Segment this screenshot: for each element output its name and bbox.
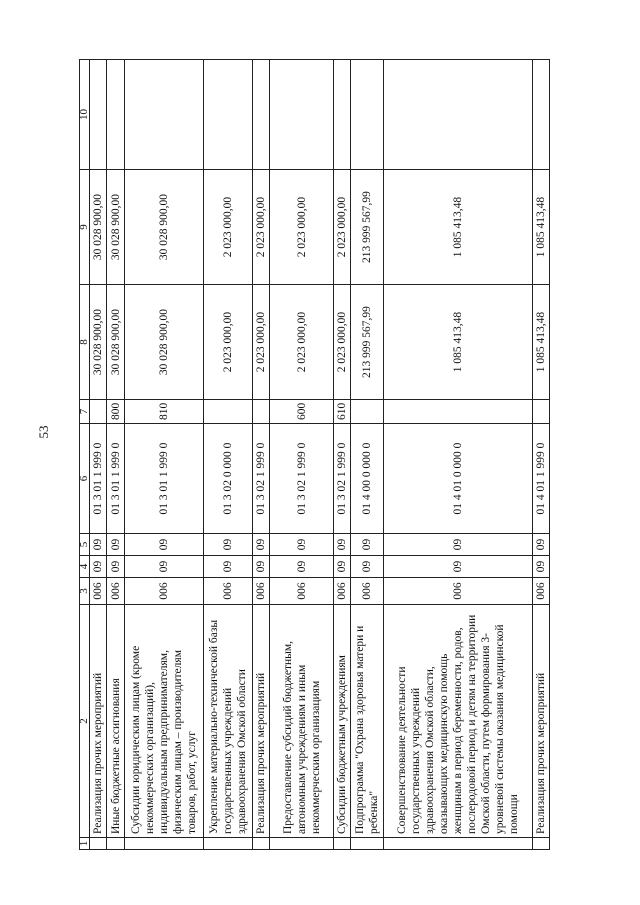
ministry-code-cell: 006 <box>351 578 384 605</box>
expense-type-cell: 600 <box>270 400 334 424</box>
section-code-cell: 09 <box>384 556 533 578</box>
subsection-code-cell: 09 <box>270 534 334 556</box>
col-header-7: 7 <box>80 400 90 424</box>
ministry-code-cell: 006 <box>334 578 351 605</box>
section-code-cell: 09 <box>204 556 253 578</box>
table-row <box>204 60 253 850</box>
row-name-cell: Иные бюджетные ассигнования <box>107 605 125 838</box>
amount-other-cell <box>533 60 550 170</box>
subsection-code-cell: 09 <box>253 534 270 556</box>
row-number-cell <box>204 838 253 850</box>
col-header-4: 4 <box>80 556 90 578</box>
subsection-code-cell: 09 <box>334 534 351 556</box>
column-number-row <box>80 60 90 850</box>
expense-type-cell: 610 <box>334 400 351 424</box>
amount-total-cell: 213 999 567,99 <box>351 285 384 400</box>
table-row <box>351 60 384 850</box>
col-header-6: 6 <box>80 424 90 534</box>
section-code-cell: 09 <box>351 556 384 578</box>
table-row <box>384 60 533 850</box>
amount-federal-cell: 2 023 000,00 <box>334 170 351 285</box>
amount-other-cell <box>107 60 125 170</box>
target-article-cell: 01 4 01 1 999 0 <box>533 424 550 534</box>
subsection-code-cell: 09 <box>125 534 204 556</box>
col-header-2: 2 <box>80 605 90 838</box>
section-code-cell: 09 <box>270 556 334 578</box>
expense-type-cell: 800 <box>107 400 125 424</box>
col-header-5: 5 <box>80 534 90 556</box>
amount-other-cell <box>90 60 107 170</box>
amount-federal-cell: 213 999 567,99 <box>351 170 384 285</box>
table-row <box>270 60 334 850</box>
row-name-cell: Реализация прочих мероприятий <box>253 605 270 838</box>
subsection-code-cell: 09 <box>351 534 384 556</box>
amount-total-cell: 30 028 900,00 <box>90 285 107 400</box>
col-header-3: 3 <box>80 578 90 605</box>
row-number-cell <box>125 838 204 850</box>
table-row <box>125 60 204 850</box>
expense-type-cell <box>384 400 533 424</box>
amount-total-cell: 2 023 000,00 <box>253 285 270 400</box>
amount-total-cell: 2 023 000,00 <box>204 285 253 400</box>
row-name-cell: Предоставление субсидий бюджетным, автономным учреждениям и иным некоммерческим организациям <box>270 605 334 838</box>
amount-federal-cell: 1 085 413,48 <box>384 170 533 285</box>
amount-total-cell: 30 028 900,00 <box>107 285 125 400</box>
target-article-cell: 01 3 01 1 999 0 <box>107 424 125 534</box>
section-code-cell: 09 <box>533 556 550 578</box>
amount-other-cell <box>204 60 253 170</box>
expense-type-cell <box>90 400 107 424</box>
amount-other-cell <box>253 60 270 170</box>
section-code-cell: 09 <box>125 556 204 578</box>
subsection-code-cell: 09 <box>204 534 253 556</box>
row-name-cell: Укрепление материально-технической базы государственных учреждений здравоохранения Омской области <box>204 605 253 838</box>
expense-type-cell <box>204 400 253 424</box>
amount-other-cell <box>351 60 384 170</box>
row-name-cell: Реализация прочих мероприятий <box>533 605 550 838</box>
amount-other-cell <box>125 60 204 170</box>
target-article-cell: 01 3 01 1 999 0 <box>90 424 107 534</box>
expense-type-cell <box>253 400 270 424</box>
amount-total-cell: 1 085 413,48 <box>533 285 550 400</box>
row-name-cell: Совершенствование деятельности государственных учреждений здравоохранения Омской области, оказывающих медицинскую помощь женщинам в период беременности, родов, послеродовой период и детям на территории Омской области, путем формирования 3-уровневой системы оказания медицинской помощи <box>384 605 533 838</box>
amount-federal-cell: 2 023 000,00 <box>270 170 334 285</box>
target-article-cell: 01 3 02 0 000 0 <box>204 424 253 534</box>
row-name-cell: Реализация прочих мероприятий <box>90 605 107 838</box>
row-number-cell <box>334 838 351 850</box>
table-row <box>90 60 107 850</box>
ministry-code-cell: 006 <box>107 578 125 605</box>
amount-total-cell: 2 023 000,00 <box>334 285 351 400</box>
table-row <box>533 60 550 850</box>
ministry-code-cell: 006 <box>90 578 107 605</box>
ministry-code-cell: 006 <box>204 578 253 605</box>
row-number-cell <box>253 838 270 850</box>
amount-federal-cell: 2 023 000,00 <box>204 170 253 285</box>
target-article-cell: 01 3 01 1 999 0 <box>125 424 204 534</box>
row-number-cell <box>107 838 125 850</box>
subsection-code-cell: 09 <box>533 534 550 556</box>
col-header-1: 1 <box>80 838 90 850</box>
col-header-10: 10 <box>80 60 90 170</box>
amount-other-cell <box>384 60 533 170</box>
row-number-cell <box>270 838 334 850</box>
expense-type-cell: 810 <box>125 400 204 424</box>
row-number-cell <box>384 838 533 850</box>
section-code-cell: 09 <box>253 556 270 578</box>
expense-type-cell <box>351 400 384 424</box>
row-name-cell: Субсидии юридическим лицам (кроме некоммерческих организаций), индивидуальным предпринимателям, физическим лицам – производителям товаров, работ, услуг <box>125 605 204 838</box>
table-row <box>334 60 351 850</box>
table-body <box>80 60 550 850</box>
ministry-code-cell: 006 <box>270 578 334 605</box>
amount-total-cell: 30 028 900,00 <box>125 285 204 400</box>
amount-federal-cell: 30 028 900,00 <box>90 170 107 285</box>
amount-federal-cell: 2 023 000,00 <box>253 170 270 285</box>
amount-other-cell <box>270 60 334 170</box>
col-header-9: 9 <box>80 170 90 285</box>
ministry-code-cell: 006 <box>533 578 550 605</box>
ministry-code-cell: 006 <box>253 578 270 605</box>
target-article-cell: 01 3 02 1 999 0 <box>253 424 270 534</box>
ministry-code-cell: 006 <box>384 578 533 605</box>
target-article-cell: 01 4 00 0 000 0 <box>351 424 384 534</box>
table-row <box>253 60 270 850</box>
page-number: 53 <box>36 425 51 439</box>
expense-type-cell <box>533 400 550 424</box>
subsection-code-cell: 09 <box>384 534 533 556</box>
table-row <box>107 60 125 850</box>
row-name-cell: Подпрограмма "Охрана здоровья матери и ребенка" <box>351 605 384 838</box>
amount-federal-cell: 1 085 413,48 <box>533 170 550 285</box>
amount-total-cell: 1 085 413,48 <box>384 285 533 400</box>
subsection-code-cell: 09 <box>107 534 125 556</box>
amount-federal-cell: 30 028 900,00 <box>107 170 125 285</box>
row-number-cell <box>533 838 550 850</box>
amount-other-cell <box>334 60 351 170</box>
budget-table <box>79 59 550 850</box>
ministry-code-cell: 006 <box>125 578 204 605</box>
col-header-8: 8 <box>80 285 90 400</box>
section-code-cell: 09 <box>107 556 125 578</box>
amount-federal-cell: 30 028 900,00 <box>125 170 204 285</box>
row-number-cell <box>90 838 107 850</box>
target-article-cell: 01 3 02 1 999 0 <box>270 424 334 534</box>
row-number-cell <box>351 838 384 850</box>
target-article-cell: 01 3 02 1 999 0 <box>334 424 351 534</box>
subsection-code-cell: 09 <box>90 534 107 556</box>
section-code-cell: 09 <box>90 556 107 578</box>
row-name-cell: Субсидии бюджетным учреждениям <box>334 605 351 838</box>
rotated-page-content <box>78 60 548 850</box>
target-article-cell: 01 4 01 0 000 0 <box>384 424 533 534</box>
amount-total-cell: 2 023 000,00 <box>270 285 334 400</box>
section-code-cell: 09 <box>334 556 351 578</box>
